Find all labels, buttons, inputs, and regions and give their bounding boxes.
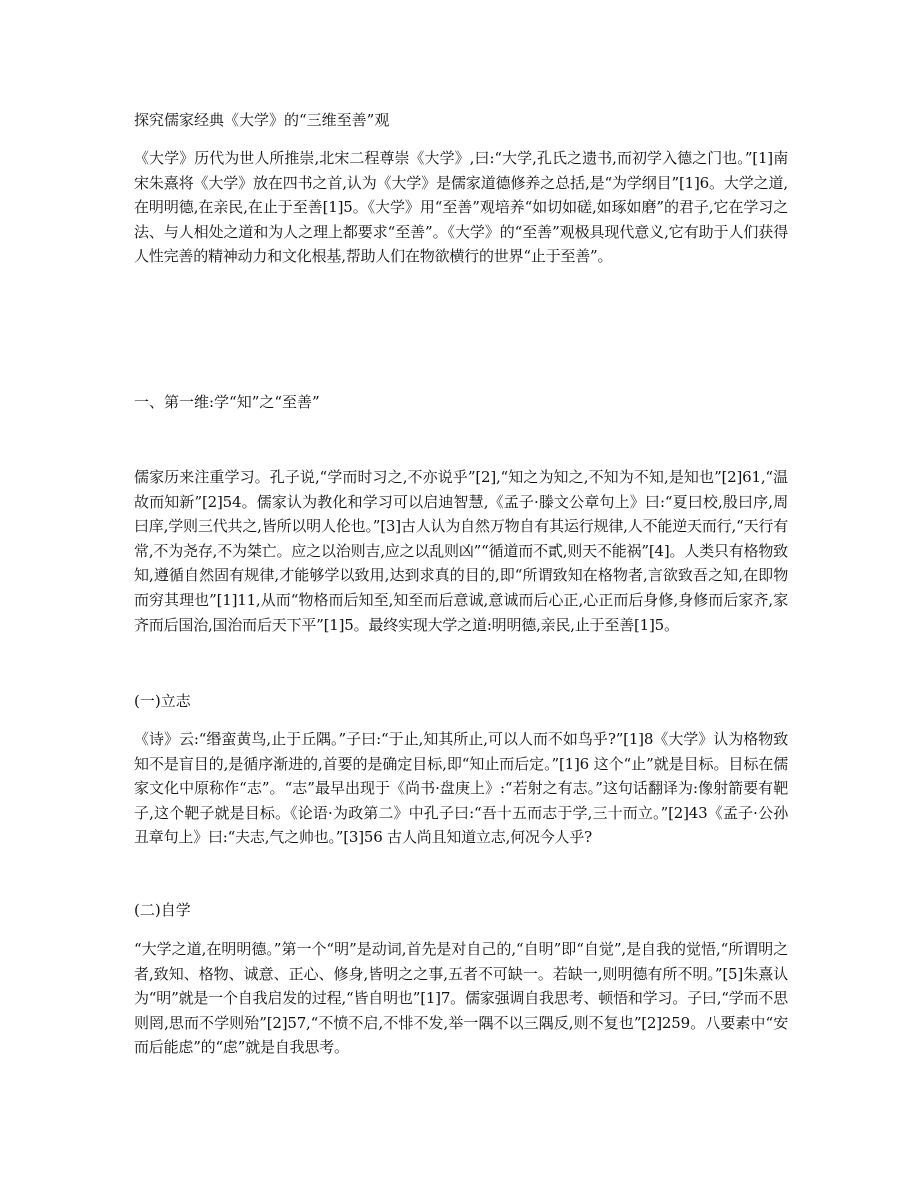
subsection-paragraph-zixue: “大学之道,在明明德。”第一个“明”是动词,首先是对自己的,“自明”即“自觉”,是自我的觉悟,“所谓明之者,致知、格物、诚意、正心、修身,皆明之之事,五者不可缺一。若缺一,则明德有所不明。”[5]朱熹认为“明”就是一个自我启发的过程,“皆自明也”[1]7。儒家强调自我思考、顿悟和学习。子曰,“学而不思则罔,思而不学则殆”[2]57,“不愤不启,不悱不发,举一隅不以三隅反,则不复也”[2]259。八要素中“安而后能虑”的“虑”就是自我思考。: [134, 940, 788, 1057]
document-title: 探究儒家经典《大学》的“三维至善”观: [134, 111, 390, 129]
subsection-heading-zixue: (二)自学: [134, 901, 191, 919]
section-heading: 一、第一维:学“知”之“至善”: [134, 393, 320, 411]
intro-paragraph: 《大学》历代为世人所推崇,北宋二程尊崇《大学》,曰:“大学,孔氏之遗书,而初学入德之门也。”[1]南宋朱熹将《大学》放在四书之首,认为《大学》是儒家道德修养之总括,是“为学纲目”[1]6。大学之道,在明明德,在亲民,在止于至善[1]5。《大学》用“至善”观培养“如切如磋,如琢如磨”的君子,它在学习之法、与人相处之道和为人之理上都要求“至善”。《大学》的“至善”观极具现代意义,它有助于人们获得人性完善的精神动力和文化根基,帮助人们在物欲横行的世界“止于至善”。: [134, 149, 788, 266]
subsection-paragraph-lizhi: 《诗》云:“缗蛮黄鸟,止于丘隅。”子曰:“于止,知其所止,可以人而不如鸟乎?”[1]8《大学》认为格物致知不是盲目的,是循序渐进的,首要的是确定目标,即“知止而后定。”[1]6 这个“止”就是目标。目标在儒家文化中原称作“志”。“志”最早出现于《尚书·盘庚上》:“若射之有志。”这句话翻译为:像射箭要有靶子,这个靶子就是目标。《论语·为政第二》中孔子曰:“吾十五而志于学,三十而立。”[2]43《孟子·公孙丑章句上》曰:“夫志,气之帅也。”[3]56 古人尚且知道立志,何况今人乎?: [134, 730, 788, 847]
subsection-heading-lizhi: (一)立志: [134, 692, 191, 710]
section-paragraph: 儒家历来注重学习。孔子说,“学而时习之,不亦说乎”[2],“知之为知之,不知为不知,是知也”[2]61,“温故而知新”[2]54。儒家认为教化和学习可以启迪智慧,《孟子·滕文公章句上》曰:“夏曰校,殷曰序,周曰庠,学则三代共之,皆所以明人伦也。”[3]古人认为自然万物自有其运行规律,人不能逆天而行,“天行有常,不为尧存,不为桀亡。应之以治则吉,应之以乱则凶”“循道而不貳,则天不能祸”[4]。人类只有格物致知,遵循自然固有规律,才能够学以致用,达到求真的目的,即“所谓致知在格物者,言欲致吾之知,在即物而穷其理也”[1]11,从而“物格而后知至,知至而后意诚,意诚而后心正,心正而后身修,身修而后家齐,家齐而后国治,国治而后天下平”[1]5。最终实现大学之道:明明德,亲民,止于至善[1]5。: [134, 468, 788, 634]
